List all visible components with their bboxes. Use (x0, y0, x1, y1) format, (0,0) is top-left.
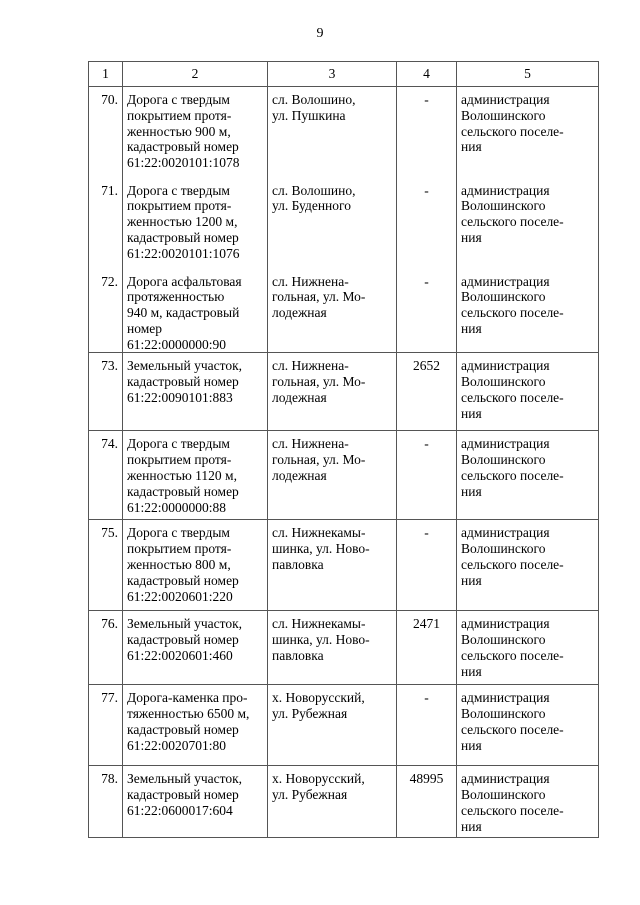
address-line: ул. Рубежная (272, 706, 348, 722)
address-cell (268, 87, 397, 178)
column-header: 4 (397, 62, 457, 87)
owner-line: сельского поселе- (461, 722, 564, 738)
owner-line: Волошинского (461, 374, 546, 390)
table-row (89, 766, 599, 838)
owner-cell (457, 87, 599, 178)
owner-line: ния (461, 818, 482, 834)
address-cell (268, 353, 397, 431)
owner-cell (457, 685, 599, 766)
object-name-line: тяженностью 6500 м, (127, 706, 250, 722)
object-name-cell (123, 611, 268, 685)
owner-line: Волошинского (461, 632, 546, 648)
owner-cell (457, 353, 599, 431)
owner-line: Волошинского (461, 452, 546, 468)
object-name-line: Дорога с твердым (127, 525, 230, 541)
address-line: павловка (272, 557, 324, 573)
row-number: 72. (89, 269, 123, 353)
area-cell: 2471 (397, 611, 457, 685)
address-line: гольная, ул. Мо- (272, 374, 366, 390)
row-number: 75. (89, 520, 123, 611)
owner-line: сельского поселе- (461, 305, 564, 321)
table-row (89, 353, 599, 431)
column-header: 3 (268, 62, 397, 87)
object-name-line: кадастровый номер (127, 374, 239, 390)
address-line: сл. Волошино, (272, 92, 356, 107)
object-name-cell (123, 87, 268, 178)
row-number: 74. (89, 431, 123, 520)
owner-line: администрация (461, 358, 550, 374)
owner-line: ния (461, 483, 482, 499)
object-name-line: Дорога-каменка про- (127, 690, 248, 706)
object-name-line: кадастровый номер (127, 632, 239, 648)
object-name-cell (123, 431, 268, 520)
row-number: 71. (89, 178, 123, 269)
page-number: 9 (316, 26, 324, 41)
address-cell (268, 520, 397, 611)
table-row (89, 87, 599, 178)
object-name-line: 61:22:0020701:80 (127, 737, 227, 753)
object-name-line: покрытием протя- (127, 198, 232, 214)
object-name-line: 61:22:0020101:1078 (127, 155, 240, 171)
owner-line: Волошинского (461, 198, 546, 214)
address-line: ул. Пушкина (272, 107, 346, 123)
object-name-line: покрытием протя- (127, 107, 232, 123)
row-number: 70. (89, 87, 123, 178)
owner-line: сельского поселе- (461, 123, 564, 139)
owner-line: администрация (461, 771, 550, 787)
owner-line: сельского поселе- (461, 390, 564, 406)
owner-line: сельского поселе- (461, 803, 564, 819)
row-number: 78. (89, 766, 123, 838)
address-cell (268, 178, 397, 269)
object-name-line: Земельный участок, (127, 358, 243, 374)
object-name-line: кадастровый номер (127, 483, 239, 499)
table-row (89, 611, 599, 685)
owner-line: ния (461, 572, 482, 588)
object-name-line: кадастровый номер (127, 572, 239, 588)
object-name-line: женностью 1200 м, (127, 214, 238, 230)
object-name-line: покрытием протя- (127, 541, 232, 557)
object-name-line: женностью 900 м, (127, 123, 231, 139)
table-row (89, 431, 599, 520)
owner-line: Волошинского (461, 787, 546, 803)
object-name-line: женностью 800 м, (127, 557, 231, 573)
owner-line: ния (461, 139, 482, 155)
owner-line: Волошинского (461, 541, 546, 557)
object-name-cell (123, 353, 268, 431)
owner-line: ния (461, 737, 482, 753)
owner-line: администрация (461, 525, 550, 541)
owner-line: администрация (461, 436, 550, 452)
owner-line: сельского поселе- (461, 214, 564, 230)
property-table (88, 61, 599, 838)
owner-line: Волошинского (461, 107, 546, 123)
owner-cell (457, 269, 599, 353)
area-cell: - (397, 269, 457, 353)
owner-line: сельского поселе- (461, 648, 564, 664)
object-name-line: 61:22:0000000:90 (127, 336, 227, 352)
owner-line: администрация (461, 273, 550, 289)
object-name-cell (123, 269, 268, 353)
owner-line: сельского поселе- (461, 468, 564, 484)
address-line: х. Новорусский, (272, 771, 365, 787)
owner-cell (457, 520, 599, 611)
table-row (89, 520, 599, 611)
address-line: сл. Нижнена- (272, 273, 349, 289)
owner-cell (457, 611, 599, 685)
address-line: гольная, ул. Мо- (272, 452, 366, 468)
object-name-line: Дорога асфальтовая (127, 273, 242, 289)
column-header: 1 (89, 62, 123, 87)
owner-line: Волошинского (461, 706, 546, 722)
object-name-line: номер (127, 320, 163, 336)
object-name-line: покрытием протя- (127, 452, 232, 468)
object-name-cell (123, 766, 268, 838)
area-cell: - (397, 431, 457, 520)
address-line: лодежная (272, 390, 327, 406)
owner-line: администрация (461, 690, 550, 706)
object-name-line: 61:22:0000000:88 (127, 499, 227, 515)
owner-line: Волошинского (461, 289, 546, 305)
address-line: шинка, ул. Ново- (272, 632, 370, 648)
address-line: сл. Нижнекамы- (272, 616, 366, 632)
address-line: ул. Рубежная (272, 787, 348, 803)
area-cell: 48995 (397, 766, 457, 838)
address-line: сл. Нижнена- (272, 436, 349, 452)
object-name-line: 940 м, кадастровый (127, 305, 240, 321)
owner-line: ния (461, 405, 482, 421)
owner-line: ния (461, 320, 482, 336)
object-name-line: Дорога с твердым (127, 182, 230, 198)
owner-line: ния (461, 663, 482, 679)
object-name-line: кадастровый номер (127, 139, 239, 155)
object-name-line: 61:22:0090101:883 (127, 390, 233, 406)
address-cell (268, 766, 397, 838)
object-name-line: 61:22:0020601:220 (127, 588, 233, 604)
object-name-line: 61:22:0020601:460 (127, 648, 233, 664)
area-cell: - (397, 87, 457, 178)
object-name-line: Земельный участок, (127, 771, 243, 787)
address-cell (268, 431, 397, 520)
address-line: гольная, ул. Мо- (272, 289, 366, 305)
address-line: х. Новорусский, (272, 690, 365, 706)
object-name-line: 61:22:0020101:1076 (127, 245, 240, 261)
object-name-line: 61:22:0600017:604 (127, 803, 233, 819)
object-name-cell (123, 685, 268, 766)
owner-cell (457, 178, 599, 269)
owner-cell (457, 431, 599, 520)
address-line: шинка, ул. Ново- (272, 541, 370, 557)
address-line: павловка (272, 648, 324, 664)
table-header-row (89, 62, 599, 87)
table-row (89, 269, 599, 353)
object-name-cell (123, 520, 268, 611)
address-line: лодежная (272, 305, 327, 321)
owner-line: администрация (461, 616, 550, 632)
object-name-line: женностью 1120 м, (127, 468, 237, 484)
object-name-line: кадастровый номер (127, 722, 239, 738)
table-row (89, 178, 599, 269)
owner-line: ния (461, 229, 482, 245)
object-name-line: Земельный участок, (127, 616, 243, 632)
object-name-line: протяженностью (127, 289, 225, 305)
column-header: 2 (123, 62, 268, 87)
address-line: сл. Нижнена- (272, 358, 349, 374)
address-cell (268, 685, 397, 766)
address-line: ул. Буденного (272, 198, 351, 214)
row-number: 77. (89, 685, 123, 766)
object-name-line: Дорога с твердым (127, 436, 230, 452)
area-cell: 2652 (397, 353, 457, 431)
table-row (89, 685, 599, 766)
object-name-line: кадастровый номер (127, 787, 239, 803)
address-cell (268, 269, 397, 353)
owner-line: администрация (461, 92, 550, 107)
address-cell (268, 611, 397, 685)
area-cell: - (397, 178, 457, 269)
row-number: 76. (89, 611, 123, 685)
address-line: сл. Волошино, (272, 182, 356, 198)
area-cell: - (397, 520, 457, 611)
row-number: 73. (89, 353, 123, 431)
object-name-line: Дорога с твердым (127, 92, 230, 107)
object-name-line: кадастровый номер (127, 229, 239, 245)
address-line: лодежная (272, 468, 327, 484)
owner-cell (457, 766, 599, 838)
column-header: 5 (457, 62, 599, 87)
area-cell: - (397, 685, 457, 766)
owner-line: администрация (461, 182, 550, 198)
address-line: сл. Нижнекамы- (272, 525, 366, 541)
owner-line: сельского поселе- (461, 557, 564, 573)
object-name-cell (123, 178, 268, 269)
